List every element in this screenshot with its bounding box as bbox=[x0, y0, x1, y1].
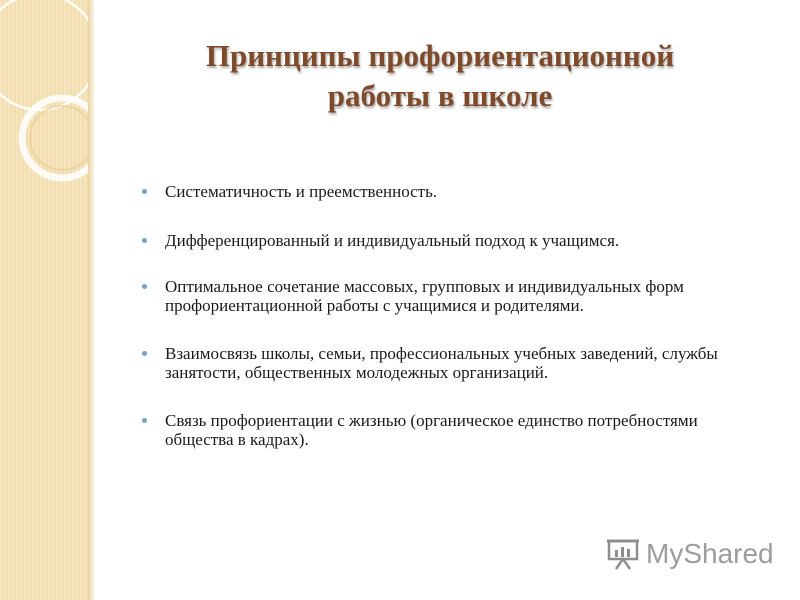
slide-title-line-1: Принципы профориентационной bbox=[205, 38, 675, 73]
bullet-text: Систематичность и преемственность. bbox=[165, 182, 438, 201]
list-item bbox=[140, 182, 770, 201]
list-item bbox=[140, 411, 770, 449]
decorative-circles bbox=[0, 0, 88, 600]
bullet-text: Оптимальное сочетание массовых, групповых и индивидуальных форм профориентационной работы с учащимися и родителями. bbox=[165, 277, 684, 315]
bullet-text: Связь профориентации с жизнью (органическое единство потребностями общества в кадрах). bbox=[165, 411, 698, 449]
bullet-dot-icon bbox=[142, 284, 147, 289]
list-item bbox=[140, 344, 770, 382]
presentation-board-icon bbox=[606, 537, 640, 571]
bullet-dot-icon bbox=[142, 418, 147, 423]
list-item bbox=[140, 277, 770, 315]
slide-title-line-2: работы в школе bbox=[327, 78, 553, 113]
bullet-dot-icon bbox=[142, 351, 147, 356]
bullet-list bbox=[140, 178, 770, 449]
decorative-side-band bbox=[0, 0, 88, 600]
bullet-dot-icon bbox=[142, 238, 147, 243]
side-band-edge bbox=[88, 0, 94, 600]
bullet-text: Взаимосвязь школы, семьи, профессиональных учебных заведений, службы занятости, общественных молодежных организаций. bbox=[165, 344, 718, 382]
list-item bbox=[140, 231, 770, 250]
myshared-watermark bbox=[606, 536, 774, 572]
bullet-text: Дифференцированный и индивидуальный подход к учащимся. bbox=[165, 231, 620, 250]
bullet-dot-icon bbox=[142, 189, 147, 194]
watermark-text: MyShared bbox=[646, 538, 774, 569]
slide-title bbox=[110, 36, 770, 116]
